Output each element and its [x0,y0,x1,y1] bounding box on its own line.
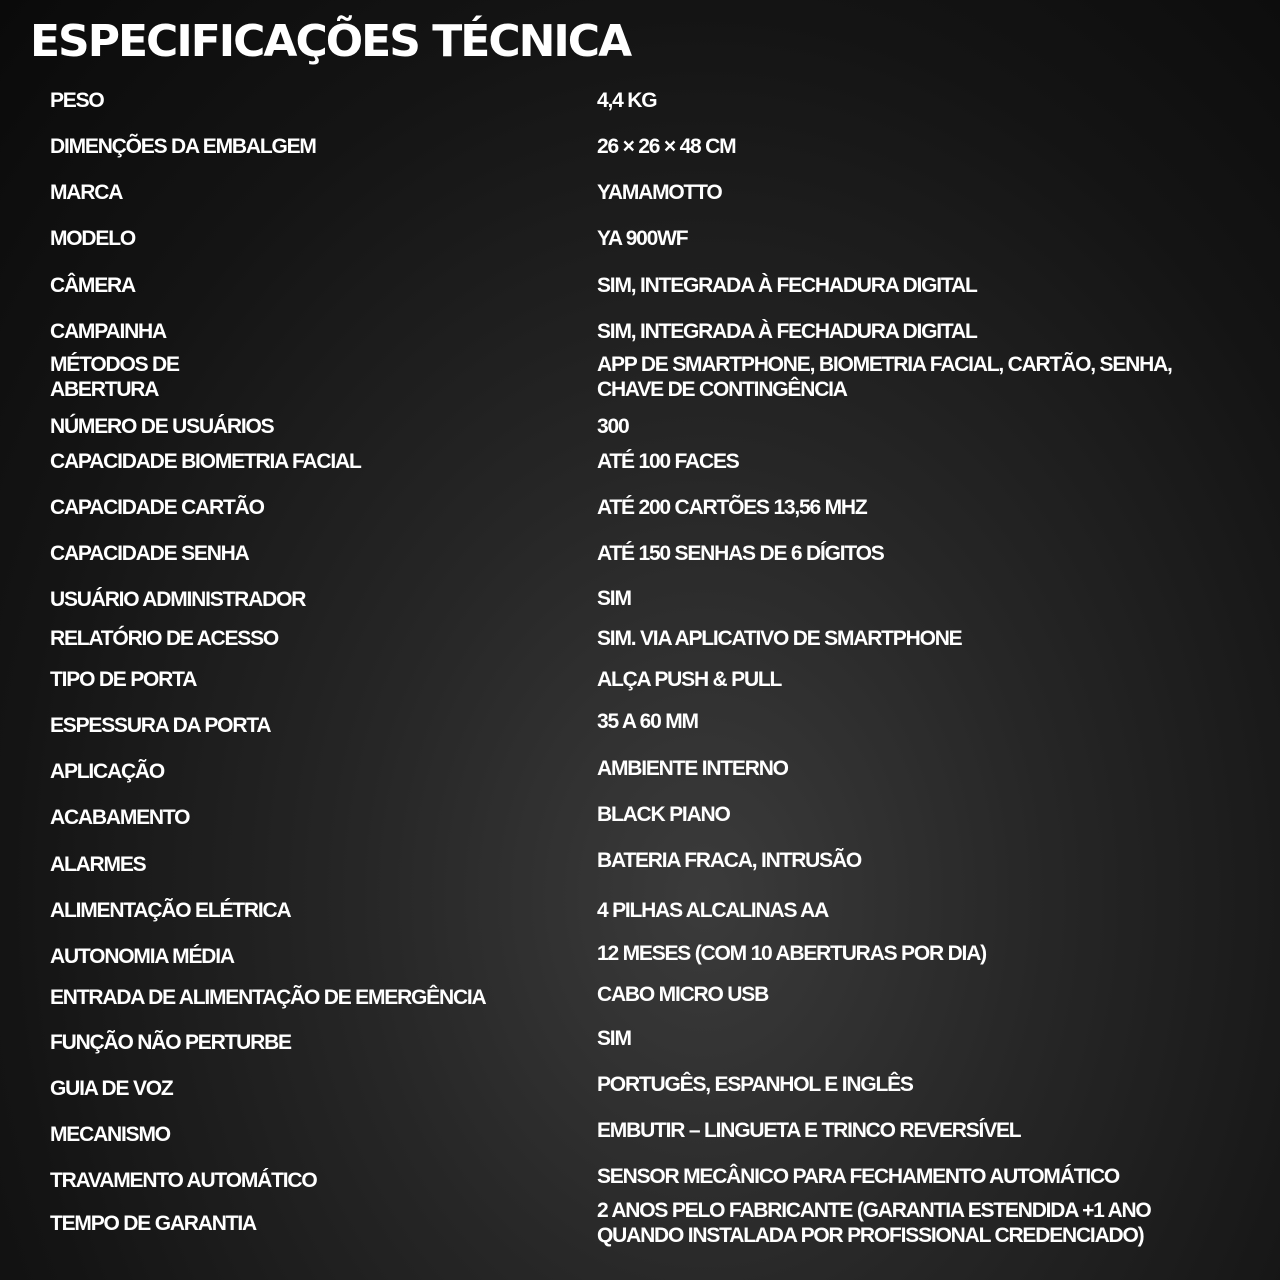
spec-value: CABO MICRO USB [597,983,769,1006]
spec-value: ATÉ 200 CARTÕES 13,56 MHZ [597,496,867,519]
spec-value: ATÉ 150 SENHAS DE 6 DÍGITOS [597,542,884,565]
spec-value: 300 [597,415,629,438]
spec-label: MECANISMO [50,1123,170,1146]
spec-label: CAMPAINHA [50,320,166,343]
spec-value: SENSOR MECÂNICO PARA FECHAMENTO AUTOMÁTICO [597,1165,1120,1188]
spec-label: CAPACIDADE BIOMETRIA FACIAL [50,450,361,473]
spec-value: SIM [597,1027,631,1050]
spec-label: AUTONOMIA MÉDIA [50,945,234,968]
spec-label: TIPO DE PORTA [50,668,197,691]
spec-value: ATÉ 100 FACES [597,450,739,473]
spec-value: 35 A 60 MM [597,710,698,733]
page-title: ESPECIFICAÇÕES TÉCNICA [30,16,631,67]
spec-label: MÉTODOS DE ABERTURA [50,353,179,401]
spec-value: ALÇA PUSH & PULL [597,668,782,691]
spec-value: BATERIA FRACA, INTRUSÃO [597,849,862,872]
spec-label: TRAVAMENTO AUTOMÁTICO [50,1169,317,1192]
spec-label: CAPACIDADE CARTÃO [50,496,264,519]
spec-label: MARCA [50,181,123,204]
spec-value: SIM, INTEGRADA À FECHADURA DIGITAL [597,274,977,297]
spec-label: DIMENÇÕES DA EMBALGEM [50,135,316,158]
spec-value: YAMAMOTTO [597,181,722,204]
spec-value: 4,4 KG [597,89,657,112]
spec-label: PESO [50,89,104,112]
spec-value: SIM [597,587,631,610]
spec-label: ALIMENTAÇÃO ELÉTRICA [50,899,291,922]
spec-value: 26 × 26 × 48 CM [597,135,736,158]
spec-label: RELATÓRIO DE ACESSO [50,627,279,650]
spec-label: TEMPO DE GARANTIA [50,1212,256,1235]
spec-value: EMBUTIR – LINGUETA E TRINCO REVERSÍVEL [597,1119,1021,1142]
spec-value: YA 900WF [597,227,688,250]
spec-label: ALARMES [50,853,146,876]
spec-value: PORTUGÊS, ESPANHOL E INGLÊS [597,1073,913,1096]
spec-label: MODELO [50,227,135,250]
spec-value: AMBIENTE INTERNO [597,757,788,780]
spec-label: CAPACIDADE SENHA [50,542,249,565]
spec-label: FUNÇÃO NÃO PERTURBE [50,1031,291,1054]
spec-value: SIM. VIA APLICATIVO DE SMARTPHONE [597,627,962,650]
spec-label: USUÁRIO ADMINISTRADOR [50,588,306,611]
spec-value: 12 MESES (COM 10 ABERTURAS POR DIA) [597,942,986,965]
spec-label: NÚMERO DE USUÁRIOS [50,415,274,438]
spec-label: ESPESSURA DA PORTA [50,714,271,737]
spec-label: APLICAÇÃO [50,760,165,783]
spec-value: 2 ANOS PELO FABRICANTE (GARANTIA ESTENDIDA +1 ANO QUANDO INSTALADA POR PROFISSIONAL CREDENCIADO) [597,1199,1151,1247]
spec-label: CÂMERA [50,274,135,297]
spec-value: BLACK PIANO [597,803,730,826]
spec-value: 4 PILHAS ALCALINAS AA [597,899,829,922]
spec-label: GUIA DE VOZ [50,1077,173,1100]
spec-label: ENTRADA DE ALIMENTAÇÃO DE EMERGÊNCIA [50,986,486,1009]
spec-value: APP DE SMARTPHONE, BIOMETRIA FACIAL, CARTÃO, SENHA, CHAVE DE CONTINGÊNCIA [597,353,1172,401]
spec-label: ACABAMENTO [50,806,190,829]
spec-value: SIM, INTEGRADA À FECHADURA DIGITAL [597,320,977,343]
